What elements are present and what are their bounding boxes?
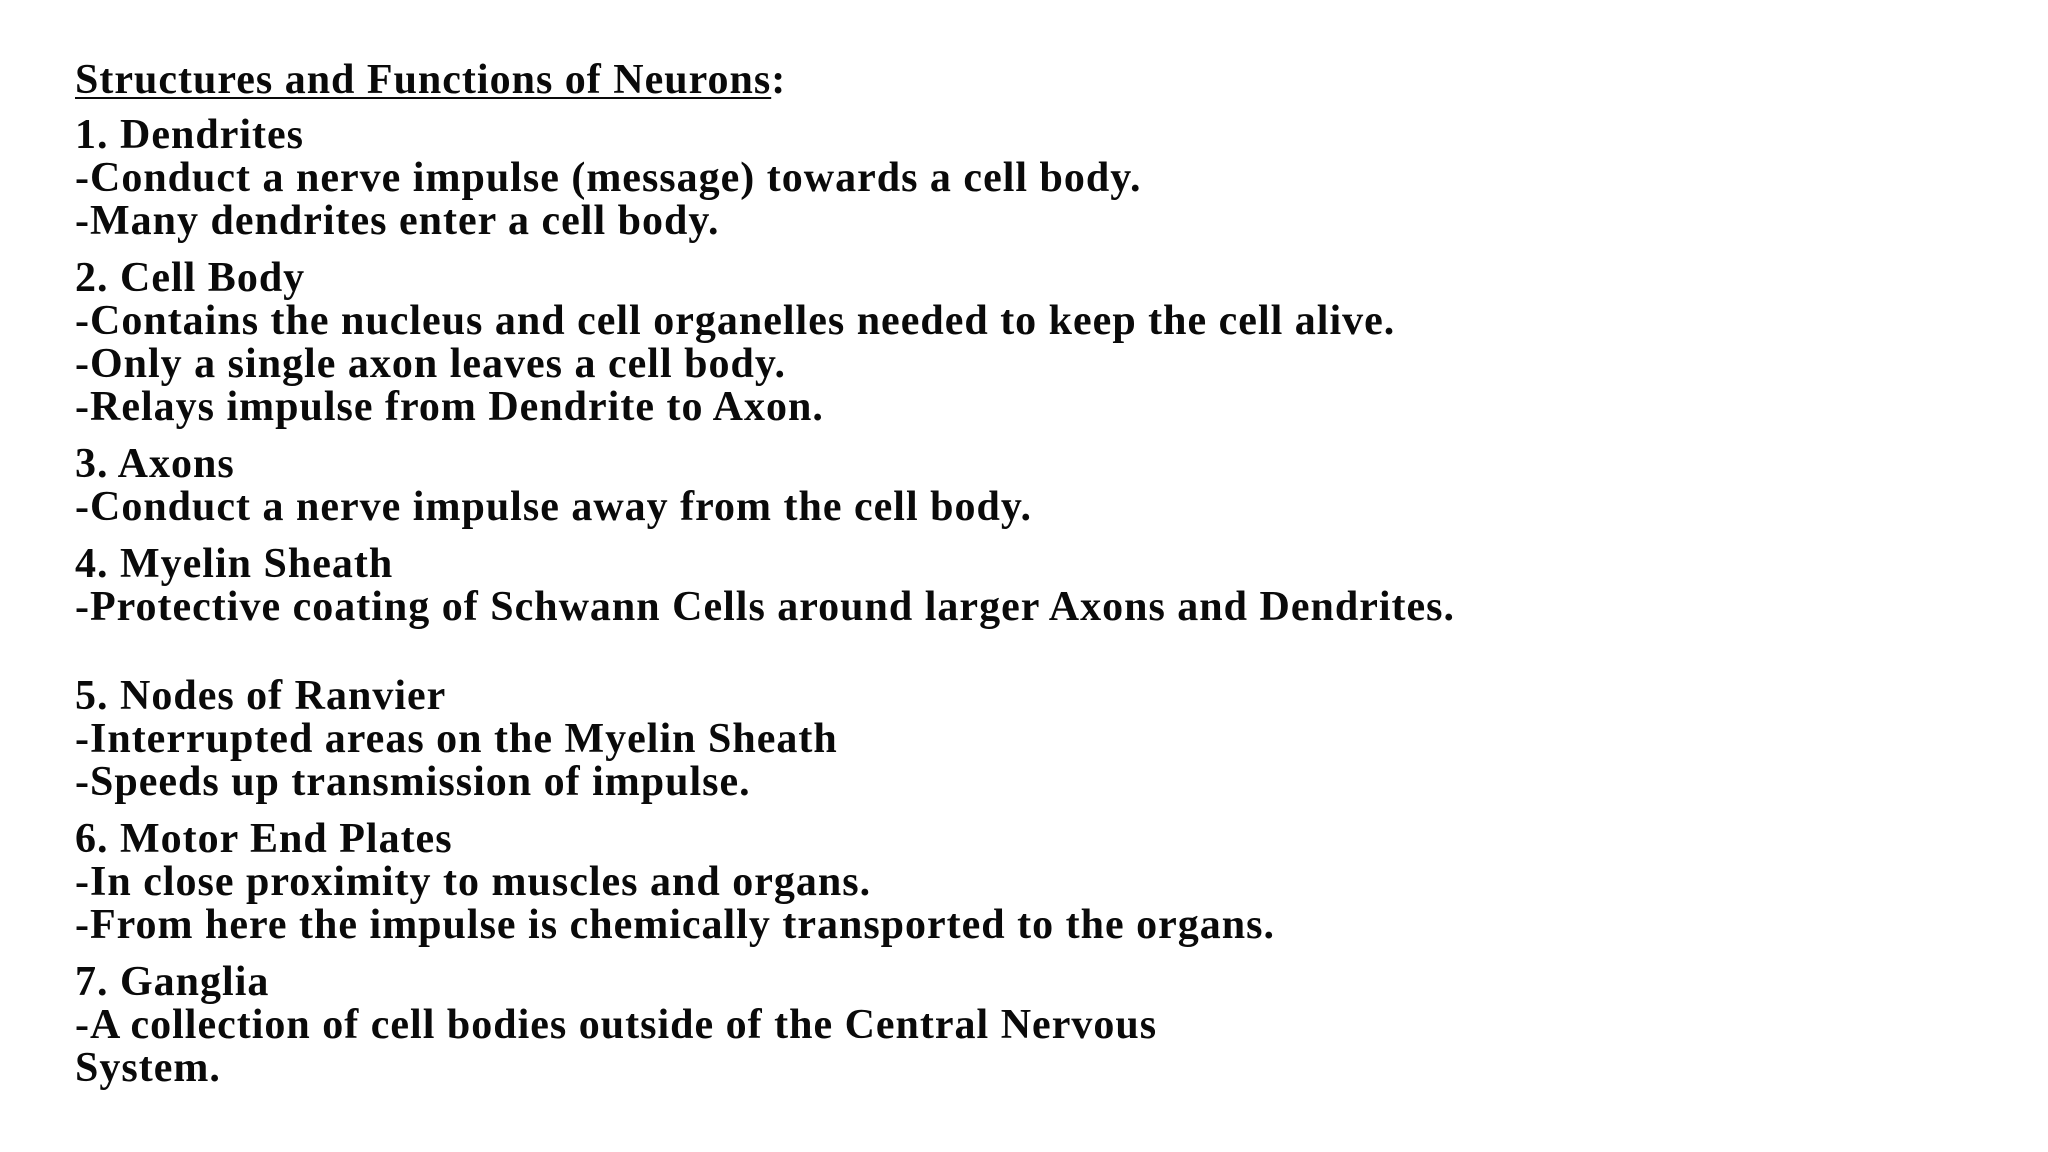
section-line: -From here the impulse is chemically transported to the organs. bbox=[75, 902, 1275, 948]
section-dendrites bbox=[75, 114, 2015, 243]
document-title-text: Structures and Functions of Neurons bbox=[75, 57, 772, 103]
section-line: -Interrupted areas on the Myelin Sheath bbox=[75, 716, 838, 762]
section-line: -Protective coating of Schwann Cells around larger Axons and Dendrites. bbox=[75, 584, 1455, 630]
document-title-colon: : bbox=[771, 57, 787, 103]
section-line: -In close proximity to muscles and organs. bbox=[75, 859, 872, 905]
section-heading: 7. Ganglia bbox=[75, 959, 270, 1005]
section-heading: 6. Motor End Plates bbox=[75, 816, 453, 862]
section-line: -Relays impulse from Dendrite to Axon. bbox=[75, 384, 824, 430]
section-heading: 2. Cell Body bbox=[75, 255, 306, 301]
section-heading: 1. Dendrites bbox=[75, 112, 304, 158]
section-motor-end-plates bbox=[75, 818, 2015, 947]
section-line: -Speeds up transmission of impulse. bbox=[75, 759, 751, 805]
section-ganglia bbox=[75, 961, 2015, 1090]
section-nodes-of-ranvier bbox=[75, 675, 2015, 804]
section-heading: 4. Myelin Sheath bbox=[75, 541, 394, 587]
section-line: -Conduct a nerve impulse away from the cell body. bbox=[75, 484, 1033, 530]
section-line: -A collection of cell bodies outside of the Central Nervous bbox=[75, 1002, 1158, 1048]
section-heading: 5. Nodes of Ranvier bbox=[75, 673, 447, 719]
document-title bbox=[75, 52, 2015, 108]
section-heading: 3. Axons bbox=[75, 441, 235, 487]
section-line: System. bbox=[75, 1045, 221, 1091]
section-line: -Contains the nucleus and cell organelles needed to keep the cell alive. bbox=[75, 298, 1396, 344]
document-page bbox=[75, 52, 2015, 1090]
section-axons bbox=[75, 443, 2015, 529]
section-line: -Conduct a nerve impulse (message) towards a cell body. bbox=[75, 155, 1142, 201]
section-myelin-sheath bbox=[75, 543, 2015, 629]
section-line: -Only a single axon leaves a cell body. bbox=[75, 341, 787, 387]
section-line: -Many dendrites enter a cell body. bbox=[75, 198, 720, 244]
section-cell-body bbox=[75, 257, 2015, 429]
